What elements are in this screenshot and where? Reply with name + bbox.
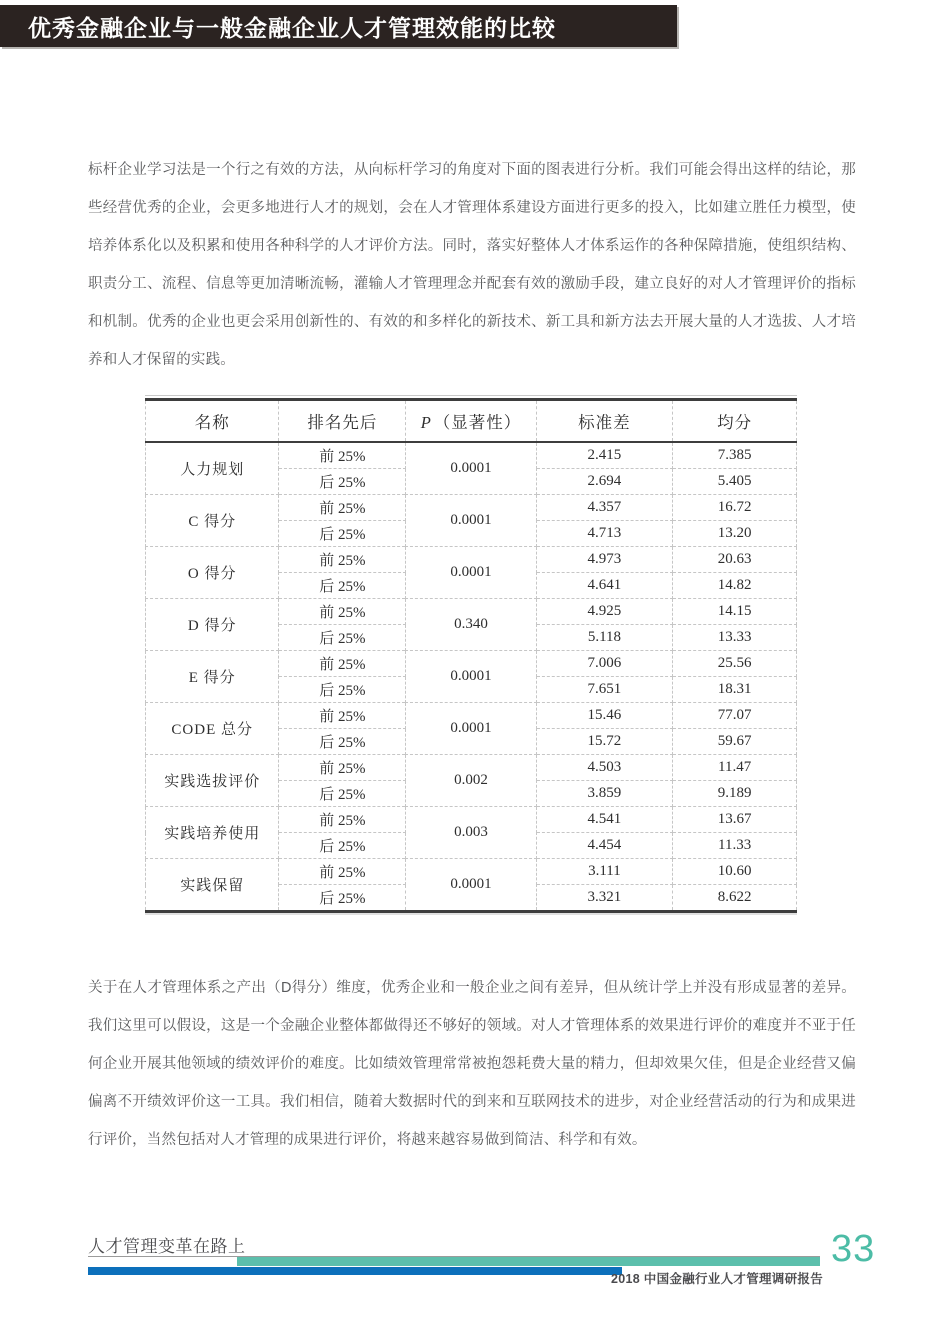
page-number: 33 (831, 1228, 876, 1270)
cell-p: 0.340 (406, 599, 536, 651)
cell-mean: 13.67 (673, 807, 797, 833)
footer-teal-bar (237, 1257, 820, 1266)
cell-rank: 前 25% (279, 442, 406, 469)
table-row (146, 442, 797, 469)
cell-rank: 后 25% (279, 521, 406, 547)
cell-std: 15.46 (536, 703, 673, 729)
cell-mean: 8.622 (673, 885, 797, 912)
cell-mean: 18.31 (673, 677, 797, 703)
cell-std: 3.321 (536, 885, 673, 912)
cell-mean: 16.72 (673, 495, 797, 521)
cell-name: D 得分 (146, 599, 279, 651)
cell-p: 0.002 (406, 755, 536, 807)
col-header-p (406, 400, 536, 443)
cell-p: 0.0001 (406, 495, 536, 547)
cell-std: 3.111 (536, 859, 673, 885)
cell-name: 实践选拔评价 (146, 755, 279, 807)
cell-mean: 13.33 (673, 625, 797, 651)
cell-rank: 后 25% (279, 677, 406, 703)
cell-p: 0.0001 (406, 547, 536, 599)
cell-mean: 20.63 (673, 547, 797, 573)
table-row (146, 599, 797, 625)
cell-std: 4.641 (536, 573, 673, 599)
col-header-std: 标准差 (536, 400, 673, 443)
cell-mean: 13.20 (673, 521, 797, 547)
cell-std: 4.541 (536, 807, 673, 833)
comparison-table-wrap (145, 395, 797, 913)
page-header (0, 5, 677, 47)
cell-std: 3.859 (536, 781, 673, 807)
cell-mean: 9.189 (673, 781, 797, 807)
cell-mean: 77.07 (673, 703, 797, 729)
comparison-table (145, 398, 797, 913)
analysis-paragraph: 关于在人才管理体系之产出（D得分）维度，优秀企业和一般企业之间有差异，但从统计学上并没有形成显著的差异。我们这里可以假设，这是一个金融企业整体都做得还不够好的领域。对人才管理体系的效果进行评价的难度并不亚于任何企业开展其他领域的绩效评价的难度。比如绩效管理常常被抱怨耗费大量的精力，但却效果欠佳，但是企业经营又偏偏离不开绩效评价这一工具。我们相信，随着大数据时代的到来和互联网技术的进步，对企业经营活动的行为和成果进行评价，当然包括对人才管理的成果进行评价，将越来越容易做到简洁、科学和有效。 (88, 980, 856, 1148)
cell-std: 4.925 (536, 599, 673, 625)
table-row (146, 495, 797, 521)
cell-std: 2.694 (536, 469, 673, 495)
cell-std: 7.006 (536, 651, 673, 677)
cell-std: 2.415 (536, 442, 673, 469)
cell-mean: 14.15 (673, 599, 797, 625)
cell-name: C 得分 (146, 495, 279, 547)
cell-name: O 得分 (146, 547, 279, 599)
cell-rank: 前 25% (279, 807, 406, 833)
cell-std: 5.118 (536, 625, 673, 651)
cell-name: 人力规划 (146, 442, 279, 495)
cell-rank: 前 25% (279, 859, 406, 885)
cell-rank: 前 25% (279, 547, 406, 573)
cell-rank: 前 25% (279, 651, 406, 677)
cell-name: 实践培养使用 (146, 807, 279, 859)
p-symbol: P (420, 413, 432, 432)
table-row (146, 703, 797, 729)
cell-rank: 前 25% (279, 495, 406, 521)
footer-blue-bar (88, 1267, 622, 1275)
table-row (146, 651, 797, 677)
cell-mean: 10.60 (673, 859, 797, 885)
table-row (146, 755, 797, 781)
footer-slogan: 人才管理变革在路上 (88, 1237, 246, 1256)
cell-std: 4.503 (536, 755, 673, 781)
cell-p: 0.0001 (406, 651, 536, 703)
cell-mean: 14.82 (673, 573, 797, 599)
cell-p: 0.003 (406, 807, 536, 859)
cell-std: 7.651 (536, 677, 673, 703)
cell-rank: 后 25% (279, 625, 406, 651)
intro-paragraph: 标杆企业学习法是一个行之有效的方法，从向标杆学习的角度对下面的图表进行分析。我们可能会得出这样的结论，那些经营优秀的企业，会更多地进行人才的规划，会在人才管理体系建设方面进行更多的投入，比如建立胜任力模型，使培养体系化以及积累和使用各种科学的人才评价方法。同时，落实好整体人才体系运作的各种保障措施，使组织结构、职责分工、流程、信息等更加清晰流畅，灌输人才管理理念并配套有效的激励手段，建立良好的对人才管理评价的指标和机制。优秀的企业也更会采用创新性的、有效的和多样化的新技术、新工具和新方法去开展大量的人才选拔、人才培养和人才保留的实践。 (88, 162, 856, 368)
cell-mean: 11.47 (673, 755, 797, 781)
p-label: （显著性） (433, 413, 522, 432)
cell-rank: 后 25% (279, 469, 406, 495)
col-header-mean: 均分 (673, 400, 797, 443)
table-header-row (146, 400, 797, 443)
cell-mean: 11.33 (673, 833, 797, 859)
col-header-name: 名称 (146, 400, 279, 443)
cell-rank: 前 25% (279, 755, 406, 781)
cell-rank: 后 25% (279, 573, 406, 599)
cell-p: 0.0001 (406, 859, 536, 912)
cell-std: 15.72 (536, 729, 673, 755)
cell-std: 4.713 (536, 521, 673, 547)
table-row (146, 807, 797, 833)
cell-rank: 后 25% (279, 729, 406, 755)
cell-rank: 后 25% (279, 781, 406, 807)
cell-mean: 25.56 (673, 651, 797, 677)
cell-rank: 后 25% (279, 833, 406, 859)
cell-name: CODE 总分 (146, 703, 279, 755)
cell-name: E 得分 (146, 651, 279, 703)
cell-std: 4.454 (536, 833, 673, 859)
cell-mean: 5.405 (673, 469, 797, 495)
cell-rank: 前 25% (279, 703, 406, 729)
cell-rank: 后 25% (279, 885, 406, 912)
cell-name: 实践保留 (146, 859, 279, 912)
table-row (146, 859, 797, 885)
cell-rank: 前 25% (279, 599, 406, 625)
cell-p: 0.0001 (406, 442, 536, 495)
footer-report-title: 2018 中国金融行业人才管理调研报告 (611, 1272, 823, 1286)
cell-std: 4.357 (536, 495, 673, 521)
table-row (146, 547, 797, 573)
page-title: 优秀金融企业与一般金融企业人才管理效能的比较 (28, 14, 556, 41)
cell-std: 4.973 (536, 547, 673, 573)
cell-mean: 59.67 (673, 729, 797, 755)
col-header-rank: 排名先后 (279, 400, 406, 443)
cell-p: 0.0001 (406, 703, 536, 755)
cell-mean: 7.385 (673, 442, 797, 469)
